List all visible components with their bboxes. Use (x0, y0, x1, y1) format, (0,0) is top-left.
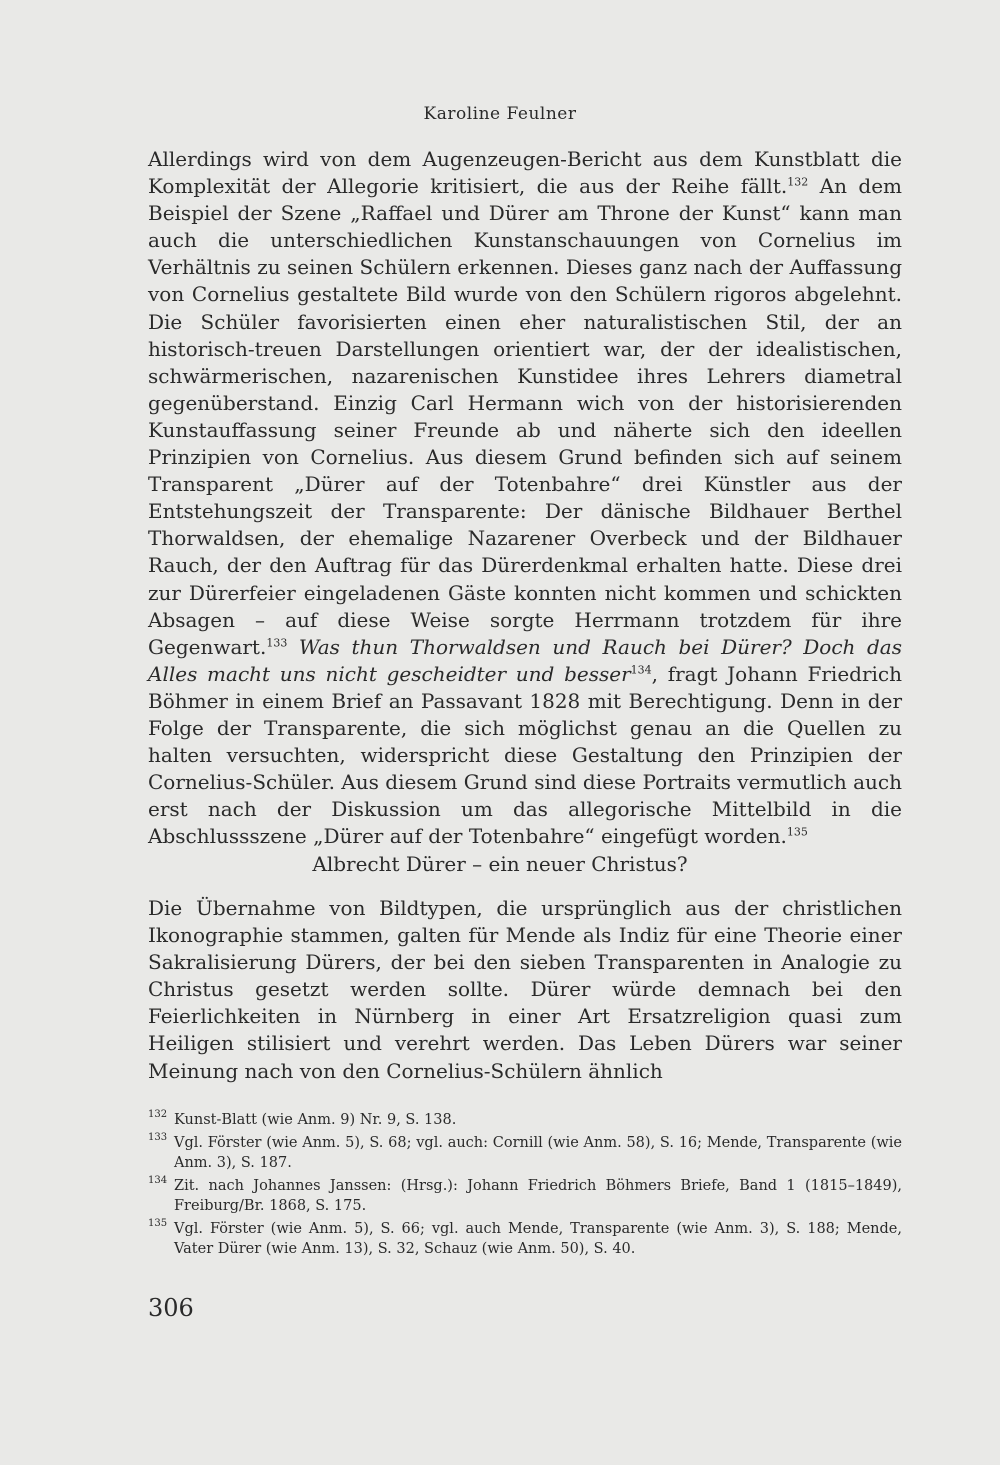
italic-quote: Was thun Thorwaldsen und Rauch bei Dürer? Doch das Alles macht uns nicht gescheidter und besser (148, 634, 902, 686)
section-heading: Albrecht Dürer – ein neuer Christus? (312, 852, 688, 876)
footnote-text: Kunst-Blatt (wie Anm. 9) Nr. 9, S. 138. (174, 1112, 457, 1128)
second-paragraph-block (148, 895, 902, 1085)
footnote (148, 1133, 902, 1174)
footnote (148, 1219, 902, 1260)
paragraph-text: Allerdings wird von dem Augenzeugen-Bericht aus dem Kunstblatt die Komplexität der Allegorie kritisiert, die aus der Reihe fällt. (148, 147, 902, 199)
footnote-ref[interactable]: 134 (630, 663, 652, 677)
footnote-number: 135 (148, 1217, 168, 1229)
footnote-text: Vgl. Förster (wie Anm. 5), S. 66; vgl. auch Mende, Transparente (wie Anm. 3), S. 188; Mende, Vater Dürer (wie Anm. 13), S. 32, Schauz (wie Anm. 50), S. 40. (174, 1220, 902, 1257)
footnote-ref[interactable]: 135 (786, 825, 808, 839)
paragraph-2: Die Übernahme von Bildtypen, die ursprünglich aus der christlichen Ikonographie stammen, galten für Mende als Indiz für eine Theorie einer Sakralisierung Dürers, der bei den sieben Transparenten in Analogie zu Christus gesetzt werden sollte. Dürer würde demnach bei den Feierlichkeiten in Nürnberg in einer Art Ersatzreligion quasi zum Heiligen stilisiert und verehrt werden. Das Leben Dürers war seiner Meinung nach von den Cornelius-Schülern ähnlich (148, 896, 902, 1083)
paragraph-1 (148, 146, 902, 850)
footnote (148, 1176, 902, 1217)
footnote-ref[interactable]: 132 (787, 175, 809, 189)
footnote-number: 132 (148, 1109, 168, 1120)
footnote-number: 133 (148, 1131, 168, 1143)
main-paragraph (148, 146, 902, 850)
footnote-text: Vgl. Förster (wie Anm. 5), S. 68; vgl. auch: Cornill (wie Anm. 58), S. 16; Mende, Transparente (wie Anm. 3), S. 187. (174, 1134, 902, 1171)
page-number: 306 (148, 1294, 194, 1322)
footnote-text: Zit. nach Johannes Janssen: (Hrsg.): Johann Friedrich Böhmers Briefe, Band 1 (1815–1849), Freiburg/Br. 1868, S. 175. (174, 1177, 902, 1214)
footnote-ref[interactable]: 133 (266, 636, 288, 650)
footnote-number: 134 (148, 1174, 168, 1186)
footnotes (148, 1110, 902, 1262)
paragraph-text: , fragt Johann Friedrich Böhmer in einem Brief an Passavant 1828 mit Berechtigung. Denn in der Folge der Transparente, die sich möglichst genau an die Quellen zu halten versuchten, widerspricht diese Gestaltung den Prinzipien der Cornelius-Schüler. Aus diesem Grund sind diese Portraits vermutlich auch erst nach der Diskussion um das allegorische Mittelbild in die Abschlussszene „Dürer auf der Totenbahre“ eingefügt worden. (148, 661, 903, 849)
running-head: Karoline Feulner (423, 104, 577, 124)
paragraph-text: An dem Beispiel der Szene „Raffael und Dürer am Throne der Kunst“ kann man auch die unterschiedlichen Kunstanschauungen von Cornelius im Verhältnis zu seinen Schülern erkennen. Dieses ganz nach der Auffassung von Cornelius gestaltete Bild wurde von den Schülern rigoros abgelehnt. Die Schüler favorisierten einen eher naturalistischen Stil, der an historisch-treuen Darstellungen orientiert war, der der idealistischen, schwärmerischen, nazarenischen Kunstidee ihres Lehrers diametral gegenüberstand. Einzig Carl Hermann wich von der historisierenden Kunstauffassung seiner Freunde ab und näherte sich den ideellen Prinzipien von Cornelius. Aus diesem Grund befinden sich auf seinem Transparent „Dürer auf der Totenbahre“ drei Künstler aus der Entstehungszeit der Transparente: Der dänische Bildhauer Berthel Thorwaldsen, der ehemalige Nazarener Overbeck und der Bildhauer Rauch, der den Auftrag für das Dürerdenkmal erhalten hatte. Diese drei zur Dürerfeier eingeladenen Gäste konnten nicht kommen und schickten Absagen – auf diese Weise sorgte Herrmann trotzdem für ihre Gegenwart. (148, 174, 902, 659)
footnote (148, 1110, 902, 1131)
